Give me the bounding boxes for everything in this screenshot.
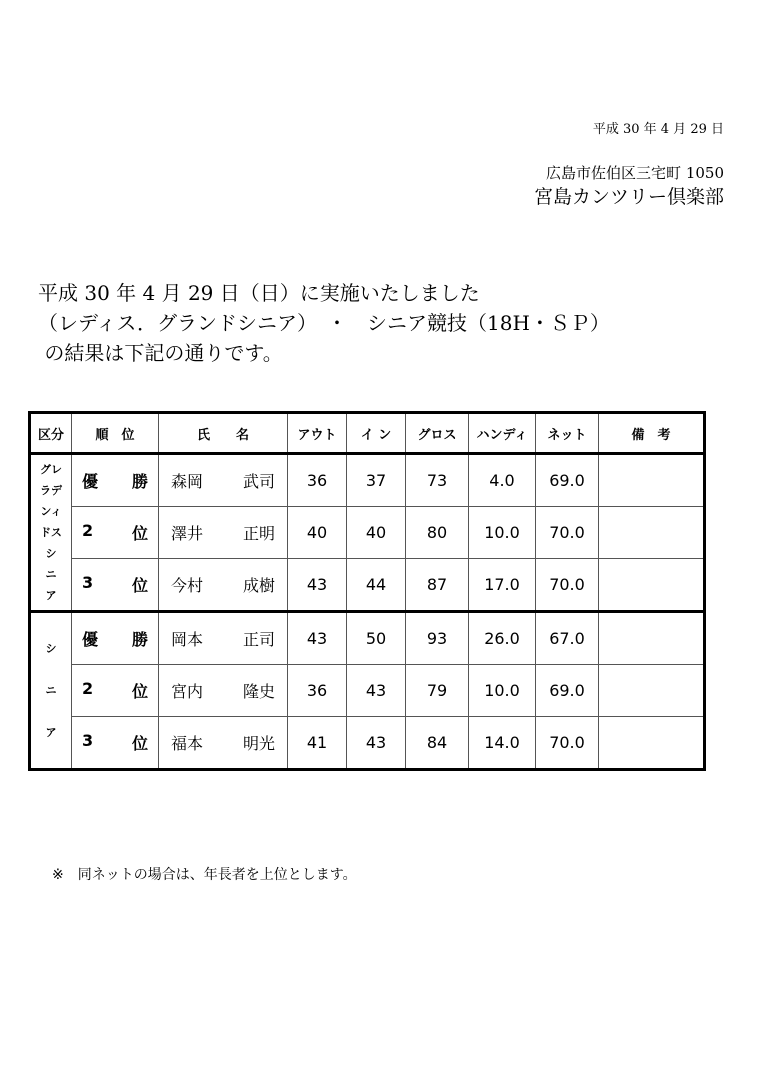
header-out: アウト [288, 413, 347, 454]
header-gross: グロス [406, 413, 469, 454]
handicap: 14.0 [469, 717, 536, 770]
out-score: 43 [288, 612, 347, 665]
net-score: 69.0 [536, 665, 599, 717]
rank-cell [72, 559, 159, 612]
gross-score: 93 [406, 612, 469, 665]
gross-score: 73 [406, 454, 469, 507]
rank-cell [72, 612, 159, 665]
header-remarks: 備 考 [599, 413, 705, 454]
rank-cell [72, 507, 159, 559]
header-division: 区分 [30, 413, 72, 454]
intro-line-2: （レディス．グランドシニア） ・ シニア競技（18H・ＳＰ） [38, 311, 610, 335]
family-name: 宮内 [171, 682, 204, 701]
table-row [30, 454, 705, 507]
gross-score: 80 [406, 507, 469, 559]
header-name: 氏 名 [159, 413, 288, 454]
rank-number: 3 [82, 573, 94, 592]
intro-text [38, 278, 610, 368]
net-score: 67.0 [536, 612, 599, 665]
rank-number: 3 [82, 731, 94, 750]
player-name-cell [159, 717, 288, 770]
remarks [599, 559, 705, 612]
family-name: 森岡 [171, 472, 204, 491]
document-date: 平成 30 年 4 月 29 日 [592, 122, 724, 137]
player-name-cell [159, 454, 288, 507]
rank-suffix: 位 [131, 734, 148, 753]
net-score: 70.0 [536, 507, 599, 559]
club-name: 宮島カンツリー倶楽部 [533, 186, 724, 208]
rank-suffix: 位 [131, 682, 148, 701]
given-name: 正明 [242, 524, 275, 543]
table-row [30, 507, 705, 559]
in-score: 50 [347, 612, 406, 665]
remarks [599, 717, 705, 770]
header-handicap: ハンディ [469, 413, 536, 454]
rank-number: 優 [82, 630, 99, 649]
rank-suffix: 位 [131, 524, 148, 543]
given-name: 正司 [242, 630, 275, 649]
player-name-cell [159, 612, 288, 665]
intro-line-1: 平成 30 年 4 月 29 日（日）に実施いたしました [38, 281, 480, 305]
table-row [30, 612, 705, 665]
table-row [30, 717, 705, 770]
player-name-cell [159, 507, 288, 559]
in-score: 37 [347, 454, 406, 507]
player-name-cell [159, 559, 288, 612]
division-cell: グレ ラデ ンィ ドス シ ニ ア [30, 454, 72, 612]
rank-number: 2 [82, 521, 94, 540]
player-name-cell [159, 665, 288, 717]
table-header-row [30, 413, 705, 454]
gross-score: 87 [406, 559, 469, 612]
table-row [30, 559, 705, 612]
club-address: 広島市佐伯区三宅町 1050 [546, 164, 724, 182]
division-cell: シ ニ ア [30, 612, 72, 770]
net-score: 69.0 [536, 454, 599, 507]
rank-number: 優 [82, 472, 99, 491]
family-name: 福本 [171, 734, 204, 753]
rank-cell [72, 665, 159, 717]
out-score: 43 [288, 559, 347, 612]
handicap: 17.0 [469, 559, 536, 612]
rank-cell [72, 454, 159, 507]
out-score: 36 [288, 454, 347, 507]
rank-suffix: 勝 [131, 472, 148, 491]
table-row [30, 665, 705, 717]
results-table [28, 411, 706, 771]
family-name: 澤井 [171, 524, 204, 543]
given-name: 隆史 [242, 682, 275, 701]
out-score: 36 [288, 665, 347, 717]
in-score: 44 [347, 559, 406, 612]
gross-score: 84 [406, 717, 469, 770]
header-rank: 順 位 [72, 413, 159, 454]
header-net: ネット [536, 413, 599, 454]
given-name: 武司 [242, 472, 275, 491]
rank-suffix: 勝 [131, 630, 148, 649]
handicap: 26.0 [469, 612, 536, 665]
given-name: 成樹 [242, 576, 275, 595]
remarks [599, 665, 705, 717]
header-in: イ ン [347, 413, 406, 454]
remarks [599, 612, 705, 665]
remarks [599, 507, 705, 559]
rank-suffix: 位 [131, 576, 148, 595]
net-score: 70.0 [536, 559, 599, 612]
family-name: 今村 [171, 576, 204, 595]
footnote: ※ 同ネットの場合は、年長者を上位とします。 [52, 867, 357, 883]
rank-number: 2 [82, 679, 94, 698]
family-name: 岡本 [171, 630, 204, 649]
intro-line-3: の結果は下記の通りです。 [38, 341, 283, 365]
net-score: 70.0 [536, 717, 599, 770]
in-score: 40 [347, 507, 406, 559]
handicap: 10.0 [469, 507, 536, 559]
rank-cell [72, 717, 159, 770]
in-score: 43 [347, 665, 406, 717]
handicap: 10.0 [469, 665, 536, 717]
handicap: 4.0 [469, 454, 536, 507]
gross-score: 79 [406, 665, 469, 717]
out-score: 40 [288, 507, 347, 559]
given-name: 明光 [242, 734, 275, 753]
out-score: 41 [288, 717, 347, 770]
remarks [599, 454, 705, 507]
in-score: 43 [347, 717, 406, 770]
